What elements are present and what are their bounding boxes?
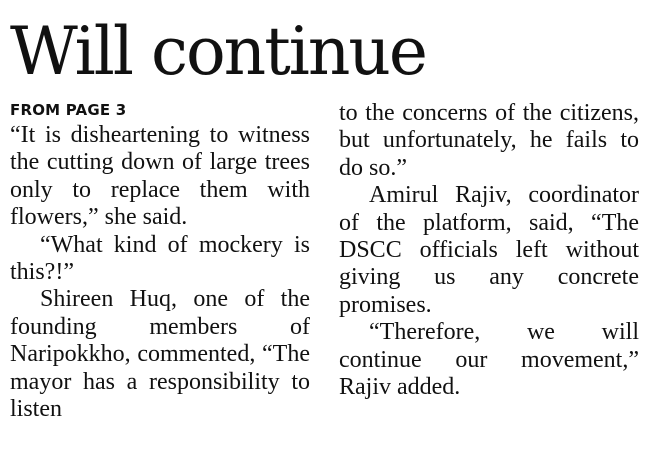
article-column-right bbox=[339, 100, 639, 401]
article-paragraph: Amirul Rajiv, coordinator of the platform, said, “The DSCC officials left without giving us any concrete promises. bbox=[339, 182, 639, 318]
continuation-kicker: FROM PAGE 3 bbox=[10, 101, 127, 119]
article-paragraph: “What kind of mockery is this?!” bbox=[10, 231, 310, 286]
article-paragraph: Shireen Huq, one of the founding members of Naripokkho, commented, “The mayor has a responsibility to listen bbox=[10, 286, 310, 423]
article-column-left bbox=[10, 100, 310, 423]
article-paragraph: “Therefore, we will continue our movement,” Rajiv added. bbox=[339, 319, 639, 401]
article-paragraph: “It is disheartening to witness the cutting down of large trees only to replace them with flowers,” she said. bbox=[10, 122, 310, 231]
headline: Will continue bbox=[10, 13, 426, 90]
article-paragraph: to the concerns of the citizens, but unfortunately, he fails to do so.” bbox=[339, 100, 639, 181]
